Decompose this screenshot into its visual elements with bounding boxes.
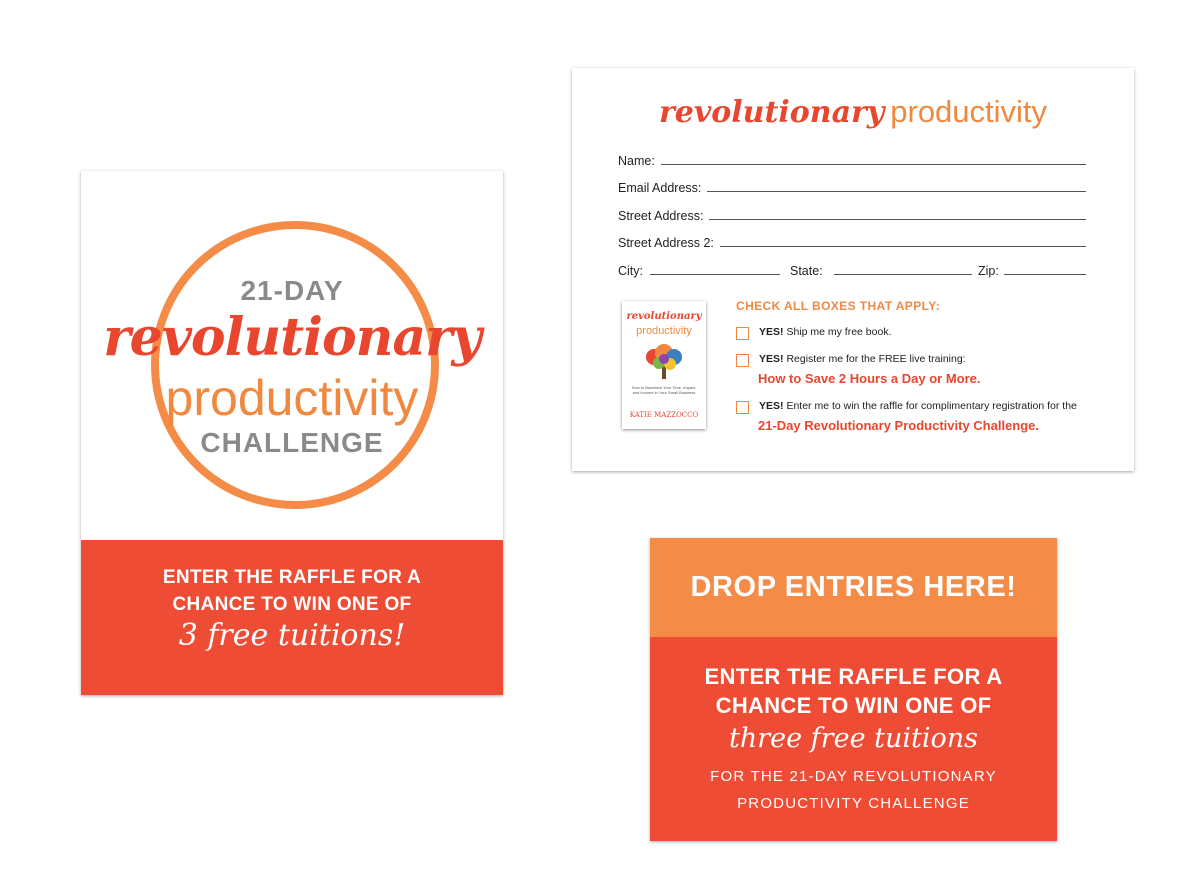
book-author: KATIE MAZZOCCO bbox=[629, 411, 699, 419]
check-boxes-heading: CHECK ALL BOXES THAT APPLY: bbox=[736, 299, 941, 313]
checkbox-live-training[interactable] bbox=[736, 354, 749, 367]
form-brand-word: productivity bbox=[890, 94, 1048, 129]
street2-label: Street Address 2: bbox=[618, 236, 714, 250]
poster-day-label: 21-DAY bbox=[240, 275, 344, 306]
name-label: Name: bbox=[618, 154, 655, 168]
option-text: Enter me to win the raffle for complimentary registration for the bbox=[786, 400, 1077, 412]
option-yes: YES! bbox=[759, 326, 784, 338]
zip-label: Zip: bbox=[978, 264, 999, 278]
poster-product-word: productivity bbox=[165, 370, 419, 426]
option-yes: YES! bbox=[759, 400, 784, 412]
drop-entries-sign bbox=[650, 538, 1057, 841]
form-brand bbox=[572, 94, 1134, 130]
city-line[interactable] bbox=[650, 274, 780, 275]
tree-illustration-icon bbox=[642, 343, 686, 381]
drop-banner bbox=[650, 637, 1057, 841]
poster-banner bbox=[81, 540, 503, 695]
street-line[interactable] bbox=[709, 219, 1086, 220]
drop-line1: ENTER THE RAFFLE FOR A bbox=[704, 664, 1003, 689]
poster-script-title: revolutionary bbox=[103, 307, 481, 368]
checkbox-free-book[interactable] bbox=[736, 327, 749, 340]
zip-line[interactable] bbox=[1004, 274, 1086, 275]
city-label: City: bbox=[618, 264, 643, 278]
entry-form-card bbox=[572, 68, 1134, 471]
drop-line4: FOR THE 21-DAY REVOLUTIONARY bbox=[710, 768, 997, 785]
book-cover bbox=[622, 301, 706, 429]
street-label: Street Address: bbox=[618, 209, 704, 223]
state-line[interactable] bbox=[834, 274, 972, 275]
poster-banner-line2: CHANCE TO WIN ONE OF bbox=[172, 594, 412, 615]
state-label: State: bbox=[790, 264, 823, 278]
poster-challenge-label: CHALLENGE bbox=[200, 427, 384, 458]
book-title-script: revolutionary bbox=[626, 311, 702, 322]
form-brand-script: revolutionary bbox=[658, 95, 885, 130]
street-field[interactable] bbox=[618, 203, 1086, 223]
book-title-word: productivity bbox=[636, 325, 692, 337]
street2-line[interactable] bbox=[720, 246, 1086, 247]
checkbox-raffle[interactable] bbox=[736, 401, 749, 414]
drop-line5: PRODUCTIVITY CHALLENGE bbox=[737, 795, 970, 812]
option-text: Register me for the FREE live training: bbox=[786, 353, 966, 365]
option-text: Ship me my free book. bbox=[786, 326, 892, 338]
book-subtitle: How to Maximize Your Time, Impact, and Income in Your Small Business bbox=[631, 385, 697, 395]
drop-entries-heading: DROP ENTRIES HERE! bbox=[650, 538, 1057, 637]
option-highlight: How to Save 2 Hours a Day or More. bbox=[758, 371, 981, 386]
drop-line3: three free tuitions bbox=[729, 723, 978, 754]
poster-banner-line3: 3 free tuitions! bbox=[178, 618, 406, 653]
poster-banner-line1: ENTER THE RAFFLE FOR A bbox=[162, 567, 422, 588]
email-line[interactable] bbox=[707, 191, 1086, 192]
name-line[interactable] bbox=[661, 164, 1086, 165]
option-highlight: 21-Day Revolutionary Productivity Challenge. bbox=[758, 418, 1040, 433]
email-label: Email Address: bbox=[618, 181, 702, 195]
option-yes: YES! bbox=[759, 353, 784, 365]
raffle-poster bbox=[81, 171, 503, 695]
email-field[interactable] bbox=[618, 175, 1086, 195]
street2-field[interactable] bbox=[618, 230, 1086, 250]
name-field[interactable] bbox=[618, 148, 1086, 168]
drop-line2: CHANCE TO WIN ONE OF bbox=[715, 693, 992, 718]
city-state-zip-row bbox=[618, 258, 1086, 278]
